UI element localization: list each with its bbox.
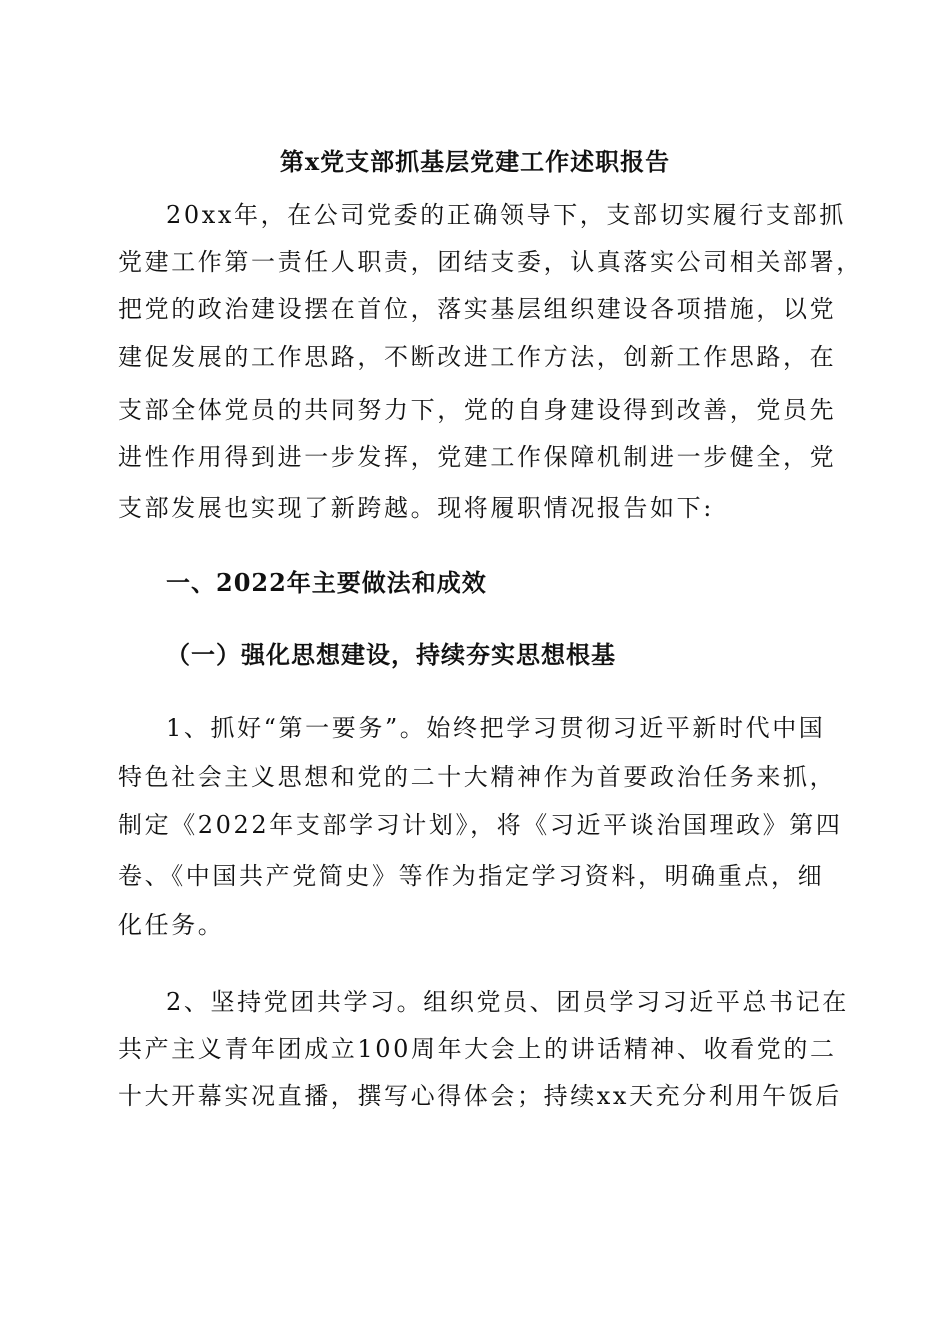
item1-line-2: 特色社会主义思想和党的二十大精神作为首要政治任务来抓， [118,763,837,791]
item1-line-1: 1、抓好“第一要务”。始终把学习贯彻习近平新时代中国 [166,714,826,742]
item1-line-4: 卷、《中国共产党简史》等作为指定学习资料，明确重点，细 [118,862,825,890]
intro-line-4: 建促发展的工作思路，不断改进工作方法，创新工作思路，在 [118,343,837,371]
intro-line-7: 支部发展也实现了新跨越。现将履职情况报告如下: [118,494,714,522]
item2-line-1: 2、坚持党团共学习。组织党员、团员学习习近平总书记在 [166,988,849,1016]
item1-line-5: 化任务。 [118,911,225,939]
item2-line-3: 十大开幕实况直播，撰写心得体会；持续xx天充分利用午饭后 [118,1082,842,1110]
subsection-heading: （一）强化思想建设，持续夯实思想根基 [166,640,616,669]
intro-line-2: 党建工作第一责任人职责，团结支委，认真落实公司相关部署， [118,248,863,276]
intro-line-1: 20xx年，在公司党委的正确领导下，支部切实履行支部抓 [166,201,846,229]
section-heading: 一、2022年主要做法和成效 [166,568,487,597]
item1-line-3: 制定《2022年支部学习计划》，将《习近平谈治国理政》第四 [118,811,843,839]
item2-line-2: 共产主义青年团成立100周年大会上的讲话精神、收看党的二 [118,1035,837,1063]
intro-line-6: 进性作用得到进一步发挥，党建工作保障机制进一步健全，党 [118,443,837,471]
document-title: 第x党支部抓基层党建工作述职报告 [279,147,671,176]
intro-line-3: 把党的政治建设摆在首位，落实基层组织建设各项措施，以党 [118,295,837,323]
intro-line-5: 支部全体党员的共同努力下，党的自身建设得到改善，党员先 [118,396,837,424]
